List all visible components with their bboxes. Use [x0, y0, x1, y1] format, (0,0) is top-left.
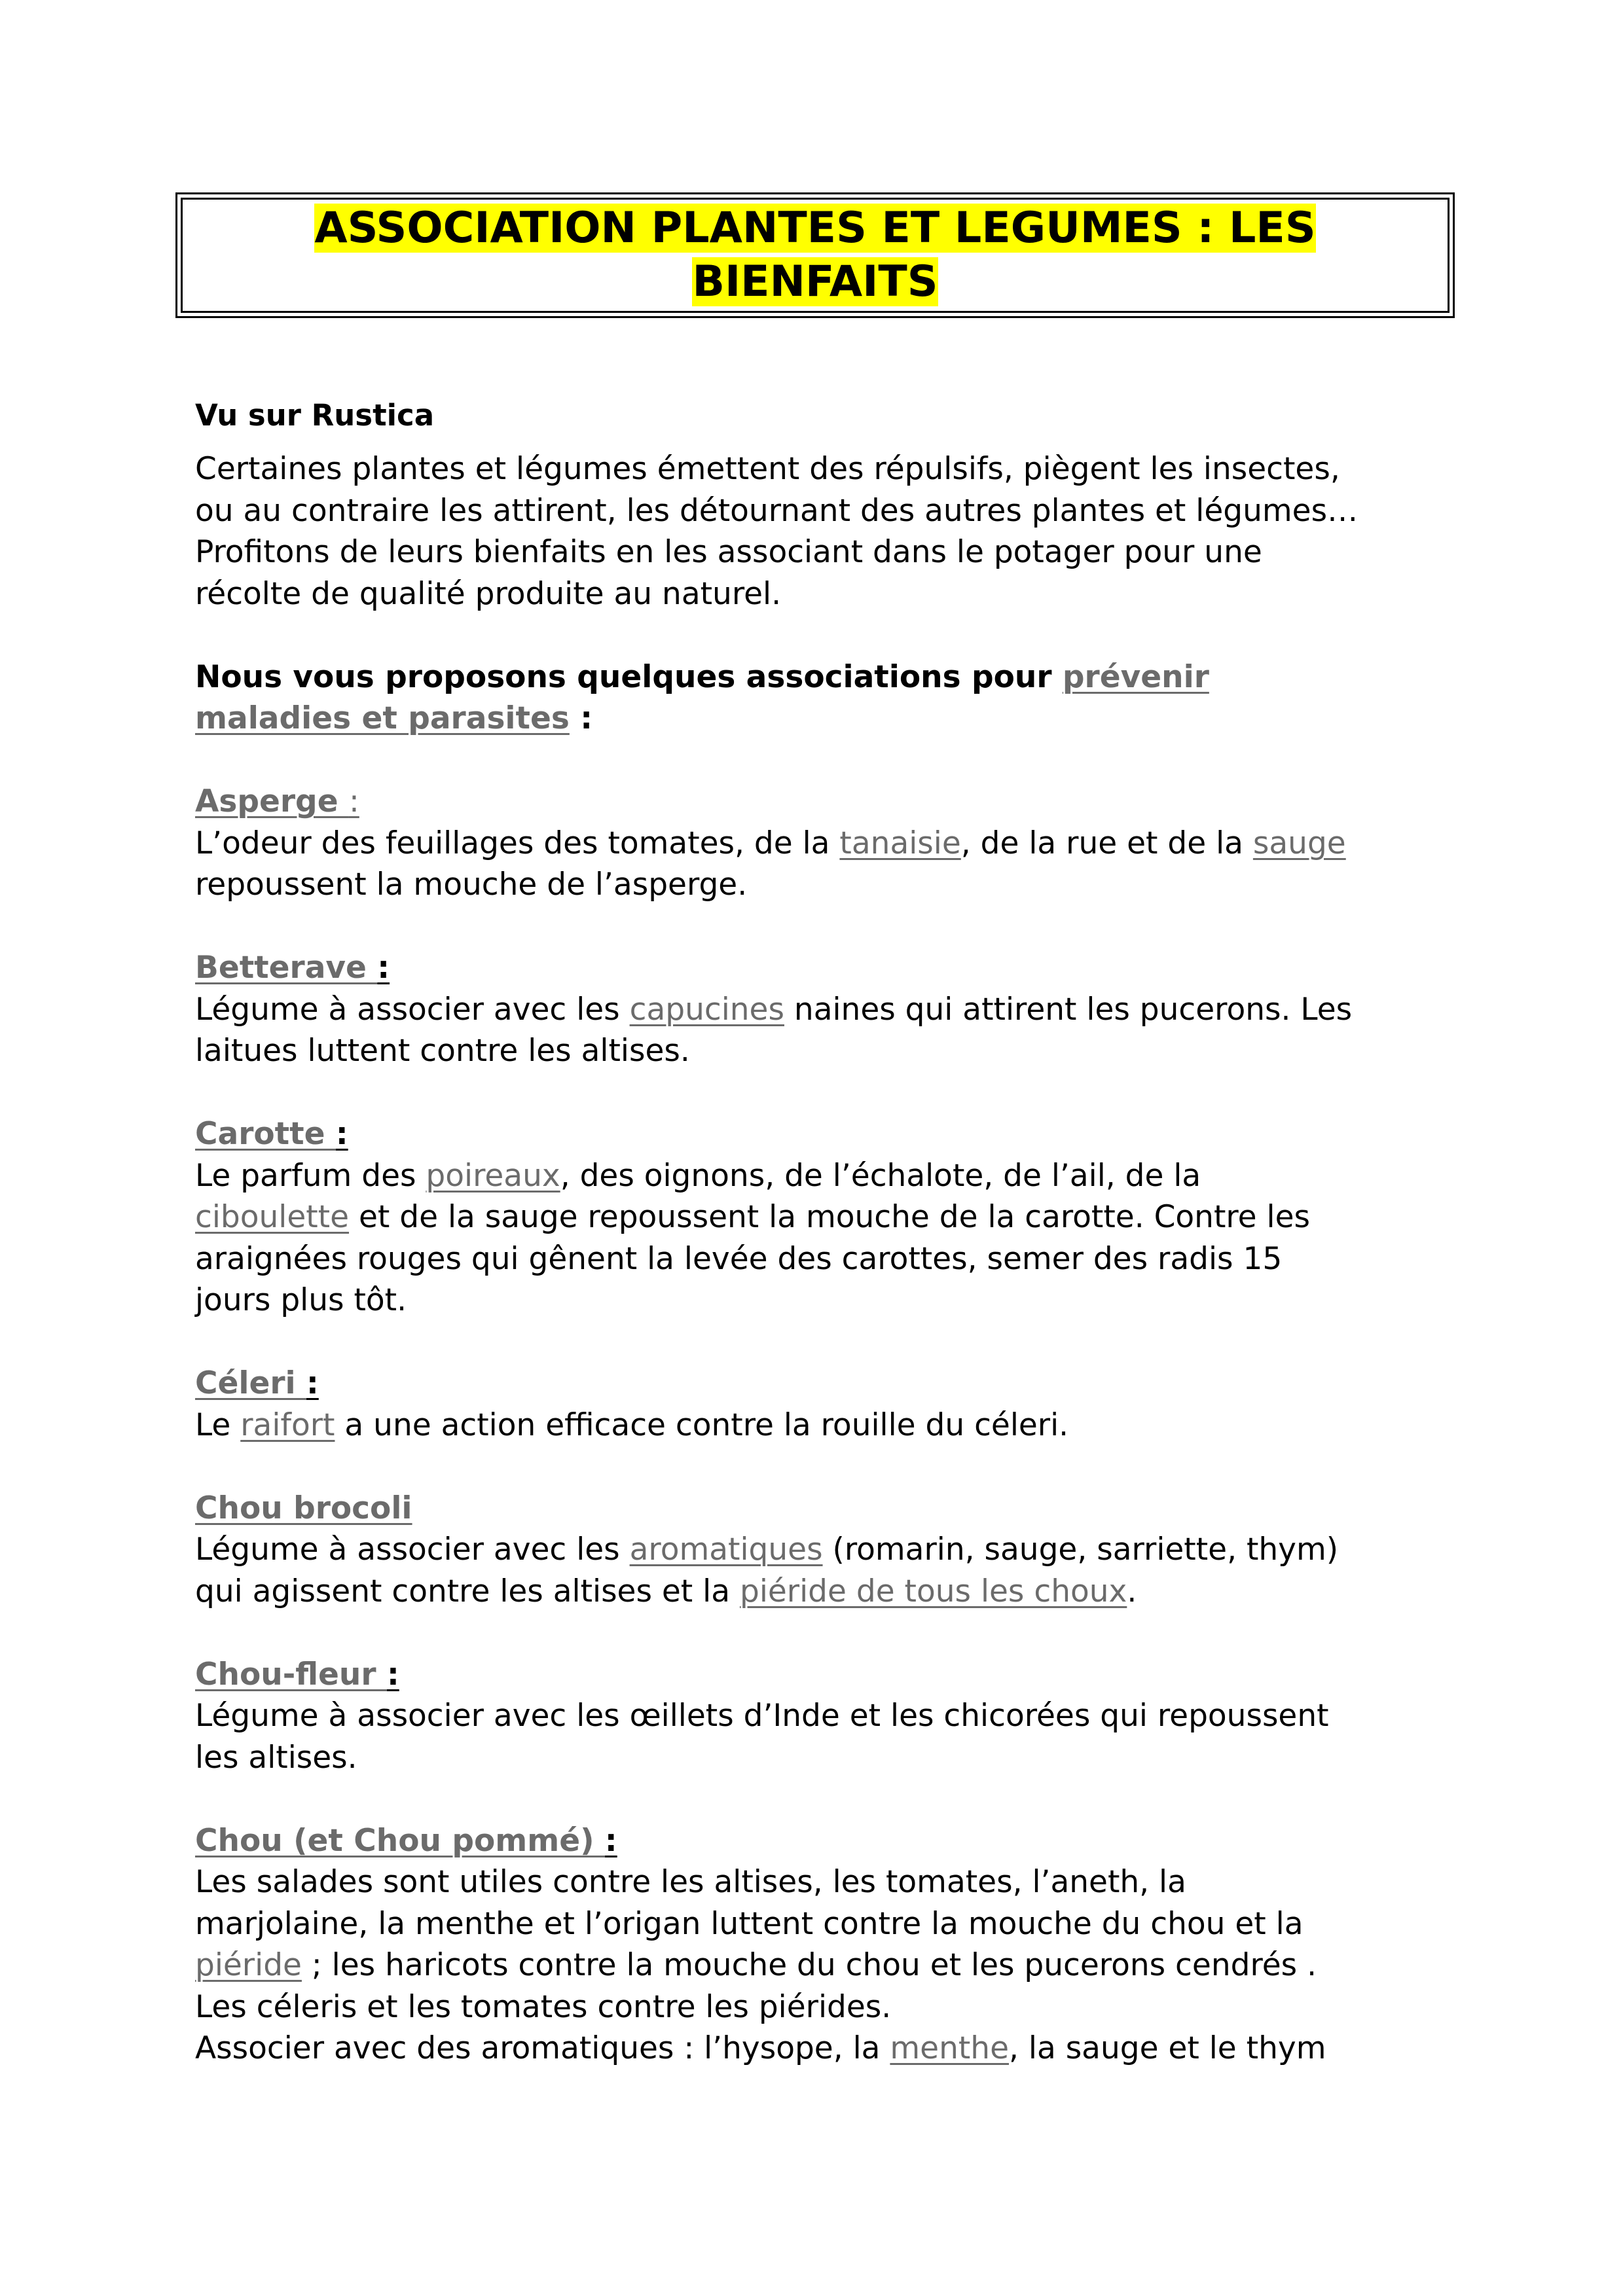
betterave-heading-link[interactable]: Betterave: [195, 950, 378, 986]
brocoli-text-3: qui agissent contre les altises et la: [195, 1573, 740, 1609]
pieride-choux-link[interactable]: piéride de tous les choux: [739, 1573, 1127, 1609]
chou-text-3: ; les haricots contre la mouche du chou et les pucerons cendrés .: [301, 1947, 1317, 1983]
title-box-inner: [181, 198, 1450, 313]
ciboulette-link[interactable]: ciboulette: [195, 1199, 350, 1235]
document-body: [195, 396, 1439, 2070]
page-title-line-2: BIENFAITS: [692, 257, 938, 306]
asperge-text-1: L’odeur des feuillages des tomates, de la: [195, 825, 840, 861]
celeri-text-2: a une action efficace contre la rouille du céleri.: [335, 1407, 1069, 1443]
celeri-colon: :: [306, 1365, 319, 1401]
chou-text-1: Les salades sont utiles contre les altises, les tomates, l’aneth, la: [195, 1864, 1186, 1900]
page-title: [314, 202, 1315, 309]
section-carotte: [195, 1113, 1439, 1321]
asperge-colon: :: [348, 783, 359, 819]
brocoli-text-1: Légume à associer avec les: [195, 1532, 630, 1568]
chou-text-4: Les céleris et les tomates contre les piérides.: [195, 1988, 892, 2025]
intro-line-3: Profitons de leurs bienfaits en les associant dans le potager pour une: [195, 534, 1262, 570]
chou-heading-link[interactable]: Chou (et Chou pommé): [195, 1822, 605, 1859]
sauge-link[interactable]: sauge: [1252, 825, 1346, 861]
betterave-text-2: naines qui attirent les pucerons. Les: [784, 991, 1353, 1028]
aromatiques-link[interactable]: aromatiques: [629, 1532, 823, 1568]
intro-paragraph: [195, 448, 1439, 615]
asperge-text-3: repoussent la mouche de l’asperge.: [195, 867, 748, 903]
section-asperge: [195, 781, 1439, 906]
chou-fleur-colon: :: [386, 1656, 399, 1693]
section-chou-brocoli: [195, 1488, 1439, 1613]
carotte-text-5: jours plus tôt.: [195, 1282, 407, 1318]
choufleur-text-1: Légume à associer avec les œillets d’Inde et les chicorées qui repoussent: [195, 1698, 1329, 1734]
betterave-text-1: Légume à associer avec les: [195, 991, 630, 1028]
celeri-text-1: Le: [195, 1407, 241, 1443]
page-title-line-1: ASSOCIATION PLANTES ET LEGUMES : LES: [314, 204, 1316, 253]
carotte-colon: :: [335, 1116, 348, 1152]
brocoli-text-2: (romarin, sauge, sarriette, thym): [822, 1532, 1339, 1568]
capucines-link[interactable]: capucines: [629, 991, 784, 1028]
chou-text-6: , la sauge et le thym: [1009, 2030, 1326, 2066]
chou-brocoli-heading-link[interactable]: Chou brocoli: [195, 1490, 412, 1526]
title-box: [175, 192, 1455, 318]
chou-text-2: marjolaine, la menthe et l’origan luttent contre la mouche du chou et la: [195, 1905, 1304, 1942]
celeri-heading-link[interactable]: Céleri: [195, 1365, 307, 1401]
carotte-heading-link[interactable]: Carotte: [195, 1116, 336, 1152]
intro-line-2: ou au contraire les attirent, les détournant des autres plantes et légumes…: [195, 492, 1359, 529]
section-celeri: [195, 1363, 1439, 1446]
section-chou-fleur: [195, 1654, 1439, 1779]
raifort-link[interactable]: raifort: [240, 1407, 335, 1443]
carotte-text-4: araignées rouges qui gênent la levée des carottes, semer des radis 15: [195, 1240, 1283, 1277]
source-line: Vu sur Rustica: [195, 398, 435, 433]
section-betterave: [195, 947, 1439, 1072]
chou-colon: :: [604, 1822, 617, 1859]
intro-line-4: récolte de qualité produite au naturel.: [195, 575, 782, 612]
maladies-parasites-link[interactable]: maladies et parasites: [195, 700, 570, 736]
poireaux-link[interactable]: poireaux: [426, 1157, 560, 1194]
chou-fleur-heading-link[interactable]: Chou-fleur: [195, 1656, 387, 1693]
lead-text: Nous vous proposons quelques associations pour: [195, 658, 1063, 695]
choufleur-text-2: les altises.: [195, 1739, 357, 1776]
carotte-text-2: , des oignons, de l’échalote, de l’ail, de la: [560, 1157, 1201, 1194]
menthe-link[interactable]: menthe: [890, 2030, 1010, 2066]
betterave-colon: :: [377, 950, 390, 986]
carotte-text-3: et de la sauge repoussent la mouche de la carotte. Contre les: [349, 1199, 1310, 1235]
section-chou: [195, 1820, 1439, 2070]
asperge-text-2: , de la rue et de la: [960, 825, 1253, 861]
tanaisie-link[interactable]: tanaisie: [839, 825, 961, 861]
betterave-text-3: laitues luttent contre les altises.: [195, 1033, 690, 1069]
carotte-text-1: Le parfum des: [195, 1157, 426, 1194]
asperge-heading-link[interactable]: Asperge: [195, 783, 349, 819]
intro-line-1: Certaines plantes et légumes émettent des répulsifs, piègent les insectes,: [195, 451, 1340, 487]
lead-suffix: :: [569, 700, 593, 736]
pieride-link[interactable]: piéride: [195, 1947, 302, 1983]
brocoli-text-4: .: [1127, 1573, 1137, 1609]
prevenir-link[interactable]: prévenir: [1062, 658, 1209, 695]
chou-text-5: Associer avec des aromatiques : l’hysope, la: [195, 2030, 890, 2066]
lead-paragraph: [195, 656, 1439, 740]
